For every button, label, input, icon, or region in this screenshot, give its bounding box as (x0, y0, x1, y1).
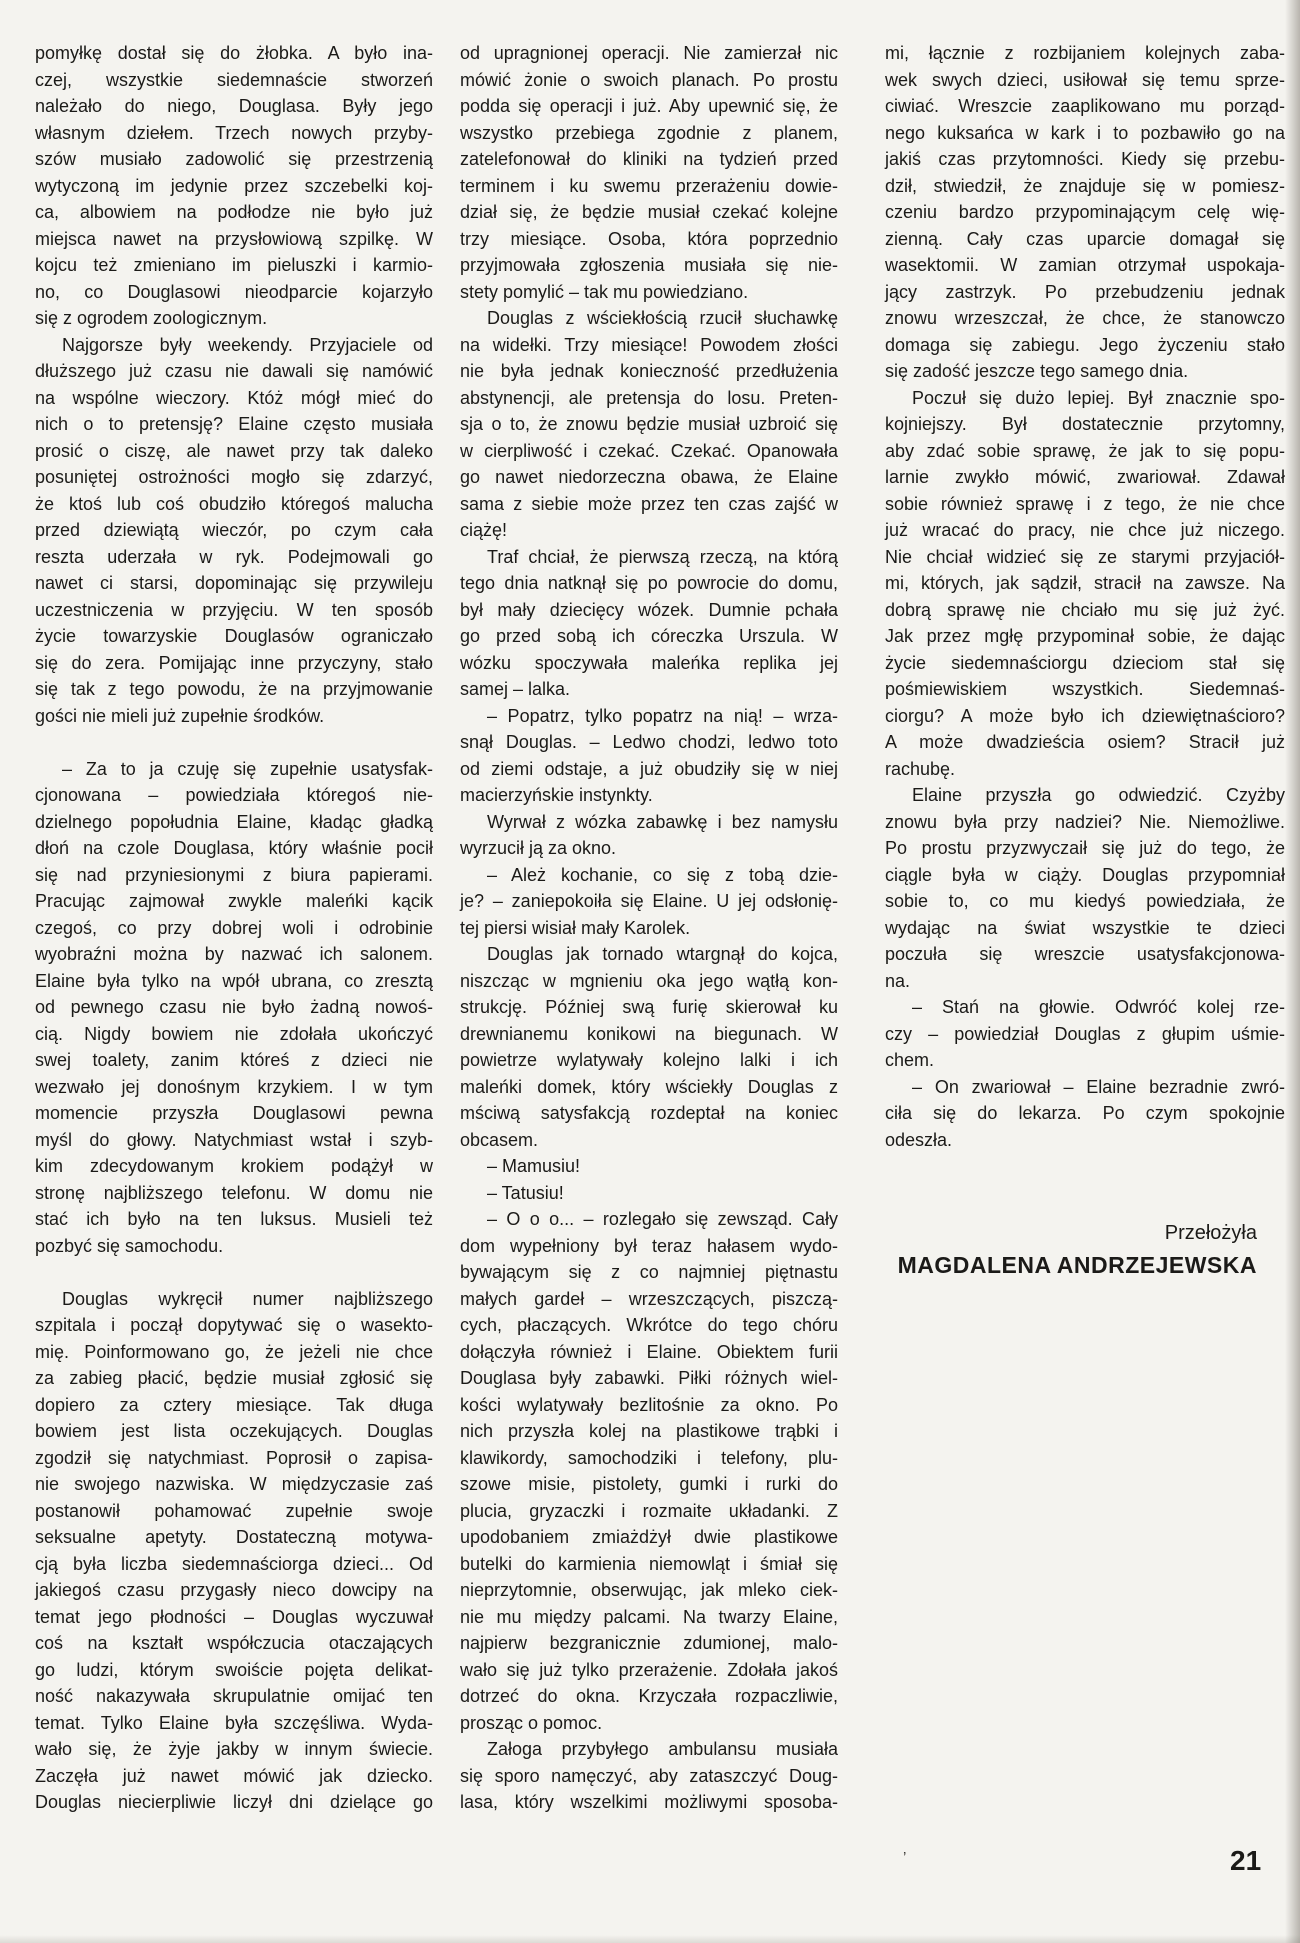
paragraph (35, 756, 433, 1260)
text-line: pozbyć się samochodu. (35, 1235, 224, 1256)
text-line: nie mu między palcami. Na twarzy Elaine, (460, 1606, 838, 1627)
paragraph (460, 40, 838, 305)
paragraph (460, 1206, 838, 1736)
text-line: wyrzucił ją za okno. (460, 838, 617, 858)
text-line: klawikordy, samochodziki i telefony, plu- (460, 1447, 838, 1468)
text-line: chem. (885, 1050, 935, 1070)
text-line: cjonowana – powiedziała któregoś nie- (35, 785, 433, 805)
text-line: uczestniczenia w przyjęciu. W ten sposób (35, 599, 433, 620)
text-line: jakiegoś czasu przygasły nieco dowcipy na (35, 1580, 433, 1600)
text-line: seksualne apetyty. Dostateczną motywa- (35, 1527, 433, 1547)
page-number: 21 (1230, 1845, 1262, 1876)
text-line: upodobaniem zmiażdżył dwie plastikowe (460, 1527, 838, 1547)
text-line: aby zdać sobie sprawę, że jak to się popu- (885, 440, 1285, 461)
text-line: Elaine przyszła go odwiedzić. Czyżby (912, 785, 1285, 805)
text-line: pośmiewiskiem wszystkich. Siedemnaś- (885, 679, 1285, 699)
text-line: kim zdecydowanym krokiem podążył w (35, 1156, 433, 1176)
text-line: – Ależ kochanie, co się z tobą dzie- (487, 864, 838, 885)
text-line: podda się operacji i już. Aby upewnić się, że (460, 96, 838, 116)
text-line: snął Douglas. – Ledwo chodzi, ledwo toto (460, 732, 838, 752)
paragraph (460, 809, 838, 862)
text-line: reszta uderzała w ryk. Podejmowali go (35, 546, 433, 567)
text-line: Elaine była tylko na wpół ubrana, co zresztą (35, 970, 433, 991)
text-line: mi, których, jak sądził, stracił na zawsze. Na (885, 573, 1285, 593)
text-line: dzielnego popołudnia Elaine, kładąc gładką (35, 811, 433, 832)
text-line: własnym dziełem. Trzech nowych przyby- (35, 122, 433, 143)
text-line: go przed sobą ich córeczka Urszula. W (460, 626, 838, 646)
text-column-1 (35, 40, 433, 1816)
text-line: zatelefonował do kliniki na tydzień przed (460, 149, 838, 169)
text-line: znowu wrzeszczał, że chce, że stanowczo (885, 308, 1285, 328)
text-line: sobie to, co mu kiedyś powiedziała, że (885, 891, 1285, 911)
text-line: na wspólne wieczory. Któż mógł mieć do (35, 387, 433, 408)
text-line: gości nie mieli już zupełnie środków. (35, 705, 325, 726)
text-line: wyobraźni można by nazwać ich salonem. (35, 944, 433, 964)
text-line: samej – lalka. (460, 679, 571, 699)
text-line: dłoń na czole Douglasa, który właśnie pocił (35, 838, 433, 858)
text-line: – On zwariował – Elaine bezradnie zwró- (912, 1076, 1285, 1097)
text-line: – Za to ja czuję się zupełnie usatysfak- (62, 758, 433, 779)
text-line: się zadość jeszcze tego samego dnia. (885, 361, 1189, 381)
text-line: cją była liczba siedemnaściorga dzieci... Od (35, 1553, 433, 1574)
text-line: prosząc o pomoc. (460, 1712, 603, 1733)
paragraph (460, 1153, 838, 1180)
text-line: nieprzytomnie, obserwując, jak mleko ciek- (460, 1580, 838, 1600)
text-line: sobie również sprawę i z tego, że nie chce (885, 493, 1285, 514)
text-line: się nad przyniesionymi z biura papierami. (35, 864, 433, 885)
text-line: cią. Nigdy bowiem nie zdołała ukończyć (35, 1023, 433, 1044)
paragraph (885, 782, 1285, 994)
text-line: dobrą sprawę nie chciało mu się już żyć. (885, 599, 1285, 620)
text-line: już wracać do pracy, nie chce już niczego. (885, 520, 1285, 540)
text-line: małych gardeł – wrzeszczących, piszczą- (460, 1288, 838, 1309)
text-line: ca, albowiem na podłodze nie było już (35, 202, 433, 222)
paragraph (35, 40, 433, 332)
paragraph (885, 1074, 1285, 1154)
paragraph (460, 703, 838, 809)
paragraph (35, 332, 433, 730)
text-line: maleńki domek, który wściekły Douglas z (460, 1076, 838, 1097)
text-line: jący zastrzyk. Po przebudzeniu jednak (885, 281, 1285, 302)
text-line: sama z siebie może przez ten czas zajść w (460, 493, 838, 514)
text-line: strukcję. Później swą furię skierował ku (460, 997, 838, 1017)
text-line: temat. Tylko Elaine była szczęśliwa. Wyda- (35, 1712, 433, 1733)
text-column-2 (460, 40, 838, 1816)
text-line: lasa, który wszelkimi możliwymi sposoba- (460, 1792, 838, 1812)
text-line: tej piersi wisiał mały Karolek. (460, 917, 691, 938)
text-line: dłuższego już czasu nie dawali się namówić (35, 361, 433, 381)
text-line: Najgorsze były weekendy. Przyjaciele od (62, 334, 433, 355)
text-line: – Popatrz, tylko popatrz na nią! – wrza- (487, 705, 838, 726)
text-line: terminem i ku swemu przerażeniu dowie- (460, 175, 838, 196)
text-line: że ktoś lub coś obudziło któregoś malucha (35, 493, 433, 514)
text-line: nich o to pretensję? Elaine często musiała (35, 414, 433, 434)
text-line: Jak przez mgłę przypominał sobie, że dając (885, 626, 1285, 646)
paragraph (460, 305, 838, 544)
text-line: zienną. Cały czas uparcie domagał się (885, 228, 1285, 249)
paragraph (460, 941, 838, 1153)
text-line: dotrzeć do okna. Krzyczała rozpaczliwie, (460, 1686, 838, 1706)
paragraph (460, 1180, 838, 1207)
paragraph (460, 544, 838, 703)
text-line: drewnianemu konikowi na biegunach. W (460, 1023, 838, 1044)
text-line: szowe misie, pistolety, gumki i rurki do (460, 1474, 838, 1494)
text-line: poczuła się wreszcie usatysfakcjonowa- (885, 944, 1285, 964)
text-line: od ziemi odstaje, a już obudziły się w niej (460, 758, 838, 779)
text-line: dopiero za cztery miesiące. Tak długa (35, 1394, 433, 1415)
text-line: stronę najbliższego telefonu. W domu nie (35, 1182, 433, 1203)
text-line: Wyrwał z wózka zabawkę i bez namysłu (487, 811, 838, 832)
text-line: kojcu też zmieniano im pieluszki i karmio- (35, 255, 433, 275)
text-line: czy – powiedział Douglas z głupim uśmie- (885, 1023, 1285, 1044)
text-line: Poczuł się dużo lepiej. Był znacznie spo- (912, 387, 1285, 408)
translator-credit (885, 1220, 1257, 1278)
text-line: czegoś, co przy dobrej woli i odrobinie (35, 917, 433, 938)
text-line: A może dwadzieścia osiem? Stracił już (885, 732, 1285, 752)
text-line: bowiem jest lista oczekujących. Douglas (35, 1421, 433, 1441)
text-line: wało się, że żyje jakby w innym świecie. (35, 1739, 433, 1759)
text-line: od pewnego czasu nie było żadną nowoś- (35, 997, 433, 1017)
paragraph (35, 1286, 433, 1816)
text-line: kojniejszy. Był dostatecznie przytomny, (885, 414, 1285, 434)
text-line: posuniętej ostrożności mogło się zdarzyć, (35, 467, 433, 487)
text-line: powietrze wylatywały kolejno lalki i ich (460, 1050, 838, 1070)
text-line: mówić żonie o swoich planach. Po prostu (460, 69, 838, 90)
text-line: tego dnia natknął się po powrocie do domu, (460, 573, 838, 593)
text-line: wasektomii. W zamian otrzymał uspokaja- (885, 255, 1285, 275)
text-line: ciągle była w ciąży. Douglas przypomniał (885, 864, 1285, 885)
text-line: prosić o ciszę, ale nawet przy tak daleko (35, 440, 433, 461)
text-line: należało do niego, Douglasa. Były jego (35, 96, 433, 116)
text-line: wszystko przebiega zgodnie z planem, (460, 122, 838, 143)
text-line: nawet ci starsi, dopominając się przywileju (35, 573, 433, 593)
text-line: czeniu bardzo przypominającym celę wię- (885, 202, 1285, 222)
text-line: nie swojego nazwiska. W międzyczasie zaś (35, 1474, 433, 1494)
text-column-3 (885, 40, 1285, 1153)
text-line: się do zera. Pomijając inne przyczyny, stało (35, 652, 433, 673)
text-line: bywającym się z co najmniej piętnastu (460, 1262, 838, 1282)
text-line: wózku spoczywała maleńka replika jej (460, 652, 838, 673)
text-line: swej toalety, zanim któreś z dzieci nie (35, 1050, 433, 1070)
text-line: zgodził się natychmiast. Poprosił o zapisa- (35, 1447, 433, 1468)
text-line: no, co Douglasowi nieodparcie kojarzyło (35, 281, 433, 302)
text-line: na widełki. Trzy miesiące! Powodem złości (460, 334, 838, 355)
text-line: na. (885, 970, 911, 991)
text-line: plucia, gryzaczki i rozmaite układanki. Z (460, 1500, 838, 1521)
text-line: ciwiać. Wreszcie zaaplikowano mu porząd- (885, 96, 1285, 116)
text-line: go nawet niedorzeczna obawa, że Elaine (460, 467, 838, 487)
text-line: jakiś czas przytomności. Kiedy się przebu- (885, 149, 1285, 169)
text-line: Douglas jak tornado wtargnął do kojca, (487, 944, 838, 964)
text-line: – Tatusiu! (487, 1182, 564, 1203)
text-line: życie towarzyskie Douglasów ograniczało (35, 626, 433, 646)
text-line: postanowił pohamować zupełnie swoje (35, 1500, 433, 1521)
text-line: za zabieg płacić, będzie musiał zgłosić się (35, 1368, 433, 1388)
text-line: Zaczęła już nawet mówić jak dziecko. (35, 1765, 433, 1786)
paragraph (885, 994, 1285, 1074)
scan-edge-shadow-bottom (0, 1935, 1300, 1943)
text-line: abstynencji, ale pretensja do losu. Preten- (460, 387, 838, 408)
text-line: szpitala i począł dopytywać się o wasekto- (35, 1315, 433, 1335)
paragraph (885, 385, 1285, 783)
text-line: temat jego płodności – Douglas wyczuwał (35, 1606, 433, 1627)
text-line: ciła się do lekarza. Po czym spokojnie (885, 1103, 1285, 1123)
text-line: kości wylatywały bezlitośnie za okno. Po (460, 1394, 838, 1415)
text-line: myśl do głowy. Natychmiast wstał i szyb- (35, 1129, 433, 1150)
scan-artifact-mark: ’ (903, 1849, 907, 1866)
text-line: Douglasa były zabawki. Piłki różnych wiel- (460, 1368, 838, 1388)
text-line: czej, wszystkie siedemnaście stworzeń (35, 69, 433, 90)
text-line: ciorgu? A może było ich dziewiętnaścioro? (885, 705, 1285, 726)
text-line: ciążę! (460, 520, 508, 540)
text-line: w cierpliwość i czekać. Czekać. Opanowała (460, 440, 838, 461)
text-line: najpierw bezgranicznie zdumionej, malo- (460, 1633, 838, 1653)
translator-role: Przełożyła (1164, 1222, 1257, 1244)
text-line: nich przyszła kolej na plastikowe trąbki i (460, 1421, 838, 1441)
text-line: się tak z tego powodu, że na przyjmowanie (35, 679, 433, 699)
text-line: obcasem. (460, 1129, 539, 1150)
text-line: Douglas z wściekłością rzucił słuchawkę (487, 308, 838, 328)
text-line: stety pomylić – tak mu powiedziano. (460, 281, 749, 302)
text-line: coś na kształt współczucia otaczających (35, 1633, 433, 1653)
text-line: ność nakazywała skrupulatnie omijać ten (35, 1686, 433, 1706)
text-line: butelki do karmienia niemowląt i śmiał się (460, 1553, 838, 1574)
text-line: stać ich było na ten luksus. Musieli też (35, 1209, 433, 1229)
text-line: Douglas wykręcił numer najbliższego (62, 1288, 433, 1309)
text-line: przyjmowała zgłoszenia musiała się nie- (460, 255, 838, 275)
text-line: Załoga przybyłego ambulansu musiała (487, 1739, 838, 1759)
text-line: miejsca nawet na przysłowiową szpilkę. W (35, 228, 433, 249)
text-line: wało się już tylko przerażenie. Zdołała jakoś (460, 1659, 838, 1680)
text-line: Nie chciał widzieć się ze starymi przyjaciół- (885, 546, 1285, 567)
text-line: je? – zaniepokoiła się Elaine. U jej odsłonię- (460, 891, 838, 911)
text-line: Pracując zajmował zwykle maleńki kącik (35, 891, 433, 911)
text-line: od upragnionej operacji. Nie zamierzał nic (460, 43, 838, 63)
text-line: go ludzi, którym swoiście pojęta delikat- (35, 1659, 433, 1680)
text-line: dom wypełniony był teraz hałasem wydo- (460, 1235, 838, 1256)
scan-edge-shadow-right (1285, 0, 1300, 1943)
paragraph (460, 1736, 838, 1816)
text-line: wytyczoną im jedynie przez szczebelki koj- (35, 175, 433, 196)
text-line: larnie zwykło mówić, zwariował. Zdawał (885, 467, 1285, 487)
text-line: szów musiało zadowolić się przestrzenią (35, 149, 433, 169)
paragraph (885, 40, 1285, 385)
text-line: pomyłkę dostał się do żłobka. A było ina- (35, 43, 433, 63)
text-line: momencie przyszła Douglasowi pewna (35, 1103, 433, 1123)
paragraph (460, 862, 838, 942)
text-line: mię. Poinformowano go, że jeżeli nie chce (35, 1341, 433, 1362)
text-line: mi, łącznie z rozbijaniem kolejnych zaba- (885, 43, 1285, 63)
text-line: życie siedemnaściorgu dzieciom stał się (885, 652, 1285, 673)
text-line: wezwało jej donośnym krzykiem. I w tym (35, 1076, 433, 1097)
text-line: wydając na świat wszystkie te dzieci (885, 917, 1285, 938)
text-line: Douglas niecierpliwie liczył dni dzielące go (35, 1792, 433, 1812)
text-line: nie była jednak konieczność przedłużenia (460, 361, 838, 381)
text-line: niszcząc w mgnieniu oka jego wątłą kon- (460, 970, 838, 991)
text-line: Po prostu przyzwyczaił się już do tego, że (885, 838, 1285, 858)
text-line: trzy miesiące. Osoba, która poprzednio (460, 228, 838, 249)
text-line: – Stań na głowie. Odwróć kolej rze- (912, 997, 1285, 1017)
text-line: cych, płaczących. Wkrótce do tego chóru (460, 1315, 838, 1335)
text-line: – O o o... – rozlegało się zewsząd. Cały (487, 1209, 838, 1229)
text-line: dził, stwiedził, że znajduje się w pomiesz- (885, 175, 1285, 196)
text-line: znowu była przy nadziei? Nie. Niemożliwe. (885, 811, 1285, 832)
text-line: macierzyńskie instynkty. (460, 785, 653, 805)
text-line: był mały dziecięcy wózek. Dumnie pchała (460, 599, 838, 620)
text-line: domaga się zabiegu. Jego życzeniu stało (885, 334, 1285, 355)
text-line: się sporo namęczyć, aby zataszczyć Doug- (460, 1765, 838, 1786)
text-line: rachubę. (885, 758, 956, 779)
text-line: sja o to, że znowu będzie musiał uzbroić się (460, 414, 838, 434)
text-line: odeszła. (885, 1129, 953, 1150)
text-line: – Mamusiu! (487, 1156, 581, 1176)
text-line: dołączyła również i Elaine. Obiektem furii (460, 1341, 838, 1362)
text-line: się z ogrodem zoologicznym. (35, 308, 268, 328)
text-line: przed dziewiątą wieczór, po czym cała (35, 520, 433, 540)
text-line: dział się, że będzie musiał czekać kolejne (460, 202, 838, 222)
text-line: nego kuksańca w kark i to pozbawiło go na (885, 122, 1285, 143)
text-line: mściwą satysfakcją rozdeptał na koniec (460, 1103, 838, 1123)
text-line: wek swych dzieci, usiłował się temu sprze- (885, 69, 1285, 90)
translator-name: MAGDALENA ANDRZEJEWSKA (897, 1251, 1257, 1278)
text-line: Traf chciał, że pierwszą rzeczą, na którą (487, 546, 838, 567)
